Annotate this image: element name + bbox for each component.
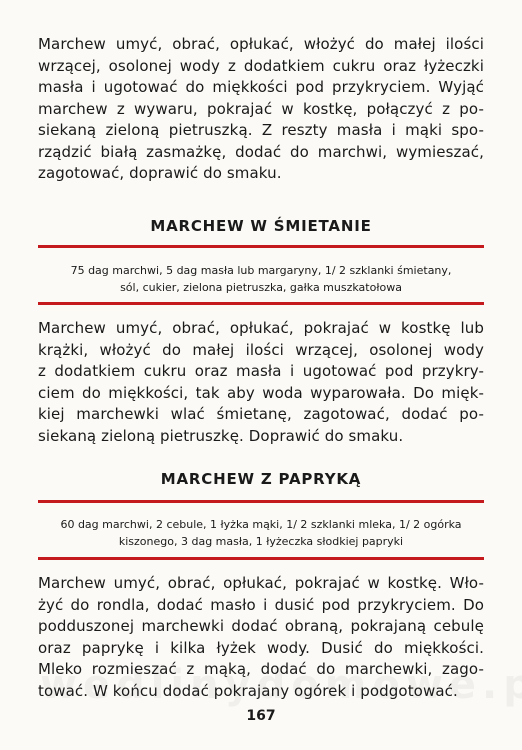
instructions-line: ciem do miękkości, tak aby woda wyparowała. Do mięk- (38, 383, 484, 402)
instructions-line: tować. W końcu dodać pokrajany ogórek i podgotować. (38, 681, 458, 700)
recipe-title: MARCHEW Z PAPRYKĄ (160, 470, 362, 488)
intro-line: masła i ugotować do miękkości pod przykryciem. Wyjąć (38, 78, 484, 96)
instructions-line: siekaną zieloną pietruszkę. Doprawić do smaku. (38, 426, 404, 445)
instructions-line: oraz paprykę i kilka łyżek wody. Dusić do miękkości. (38, 638, 484, 657)
ingredients-list (38, 262, 484, 296)
red-rule (38, 245, 484, 248)
instructions-line: Mleko rozmieszać z mąką, dodać do marchewki, zago- (38, 660, 484, 678)
instructions-paragraph (38, 318, 484, 447)
intro-line: marchew z wywaru, pokrajać w kostkę, połączyć z po- (38, 99, 484, 118)
instructions-line: z dodatkiem cukru oraz masła i ugotować pod przykry- (38, 362, 484, 380)
ingredients-line: 60 dag marchwi, 2 cebule, 1 łyżka mąki, 1/ 2 szklanki mleka, 1/ 2 ogórka (60, 518, 462, 531)
ingredients-line: 75 dag marchwi, 5 dag masła lub margaryny, 1/ 2 szklanki śmietany, (70, 264, 452, 277)
intro-line: zagotować, doprawić do smaku. (38, 164, 282, 182)
intro-line: rządzić białą zasmażkę, dodać do marchwi, wymieszać, (38, 142, 484, 161)
instructions-line: żyć do rondla, dodać masło i dusić pod przykryciem. Do (38, 595, 484, 614)
intro-paragraph (38, 34, 484, 185)
instructions-line: kiej marchewki wlać śmietanę, zagotować, dodać po- (38, 405, 484, 423)
instructions-line: podduszonej marchewki dodać obraną, pokrajaną cebulę (38, 617, 484, 635)
red-rule (38, 302, 484, 305)
red-rule (38, 500, 484, 503)
red-rule (38, 557, 484, 560)
intro-line: wrzącej, osolonej wody z dodatkiem cukru oraz łyżeczki (38, 56, 484, 75)
intro-line: siekaną zieloną pietruszką. Z reszty masła i mąki spo- (38, 121, 484, 139)
page-number: 167 (246, 708, 276, 724)
intro-line: Marchew umyć, obrać, opłukać, włożyć do małej ilości (38, 35, 484, 53)
ingredients-line: kiszonego, 3 dag masła, 1 łyżeczka słodkiej papryki (118, 535, 404, 548)
ingredients-line: sól, cukier, zielona pietruszka, gałka muszkatołowa (120, 281, 402, 294)
instructions-line: krążki, włożyć do małej ilości wrzącej, osolonej wody (38, 340, 484, 359)
instructions-paragraph (38, 573, 484, 702)
ingredients-list (38, 516, 484, 550)
instructions-line: Marchew umyć, obrać, opłukać, pokrajać w kostkę. Wło- (38, 574, 484, 592)
recipe-title: MARCHEW W ŚMIETANIE (150, 217, 372, 235)
instructions-line: Marchew umyć, obrać, opłukać, pokrajać w kostkę lub (38, 319, 484, 337)
